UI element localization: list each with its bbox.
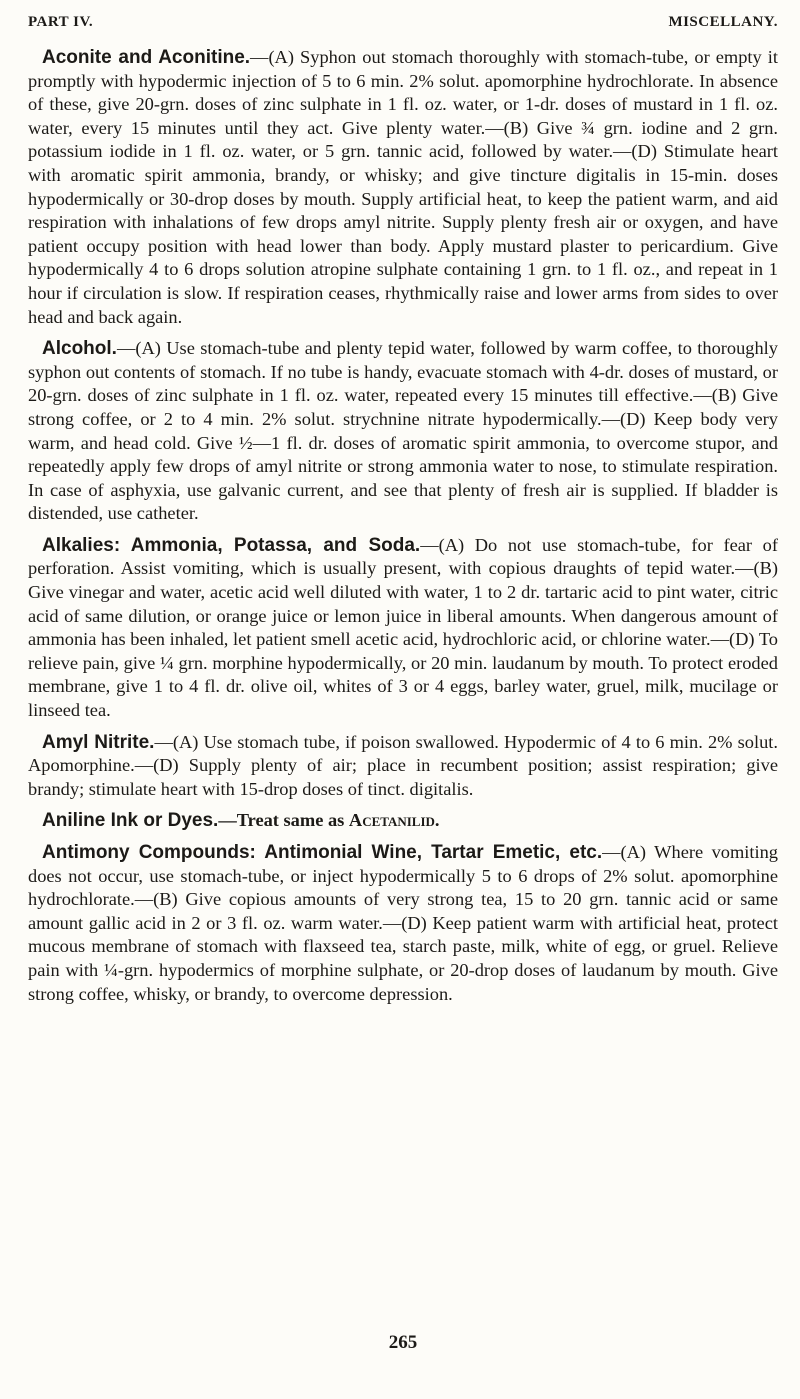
entry-heading: Alkalies: Ammonia, Potassa, and Soda. <box>42 534 421 556</box>
entry-text: —(A) Where vomiting does not occur, use stomach-tube, or inject hypodermically 5 to 6 drops of 2% solut. apomorphine hydrochlorate.—(B) Give copious amounts of very strong tea, 15 to 20 grn. tannic acid or same amount gallic acid in 2 or 3 fl. oz. warm water.—(D) Keep patient warm with artificial heat, protect mucous membrane of stomach with flaxseed tea, starch paste, milk, white of egg, or gruel. Relieve pain with ¼-grn. hypodermics of morphine sulphate, or 20-drop doses of laudanum by mouth. Give strong coffee, whisky, or brandy, to overcome depression. <box>28 842 779 1004</box>
entry-text: —(A) Use stomach-tube and plenty tepid water, followed by warm coffee, to thoroughly syphon out contents of stomach. If no tube is handy, evacuate stomach with 4-dr. doses of mustard, or 20-grn. doses of zinc sulphate in 1 fl. oz. water, repeated every 15 minutes till effective.—(B) Give strong coffee, or 2 to 4 min. 2% solut. strychnine nitrate hypodermically.—(D) Keep body very warm, and head cold. Give ½—1 fl. dr. doses of aromatic spirit ammonia, to overcome stupor, and repeatedly apply few drops of amyl nitrite or strong ammonia water to nose, to stimulate respiration. In case of asphyxia, use galvanic current, and see that plenty of fresh air is supplied. If bladder is distended, use catheter. <box>28 338 778 524</box>
entry-amyl-nitrite <box>28 731 778 802</box>
entry-alcohol <box>28 337 778 526</box>
entry-alkalies <box>28 534 778 723</box>
part-label: PART IV. <box>28 14 94 30</box>
entry-heading: Alcohol. <box>42 338 117 360</box>
entry-heading: Amyl Nitrite. <box>42 731 155 753</box>
entry-aconite <box>28 46 778 329</box>
entry-heading: Antimony Compounds: Antimonial Wine, Tartar Emetic, etc. <box>42 842 603 863</box>
cross-reference: Acetanilid. <box>348 810 440 831</box>
entry-aniline <box>28 809 778 833</box>
entry-heading: Aconite and Aconitine. <box>42 47 251 68</box>
section-label: MISCELLANY. <box>668 14 778 30</box>
entry-heading: Aniline Ink or Dyes. <box>42 810 219 832</box>
entry-text: —(A) Syphon out stomach thoroughly with stomach-tube, or empty it promptly with hypodermic injection of 5 to 6 min. 2% solut. apomorphine hydrochlorate. In absence of these, give 20-grn. doses of zinc sulphate in 1 fl. oz. water, or 1-dr. doses of mustard in 1 fl. oz. water, every 15 minutes until they act. Give plenty water.—(B) Give ¾ grn. iodine and 2 grn. potassium iodide in 1 fl. oz. water, or 5 grn. tannic acid, followed by water.—(D) Stimulate heart with aromatic spirit ammonia, brandy, or whisky; and give tincture digitalis in 15-min. doses hypodermically or 30-drop doses by mouth. Supply artificial heat, to keep the patient warm, and aid respiration with inhalations of few drops amyl nitrite. Supply plenty fresh air or oxygen, and have patient occupy position with head lower than body. Apply mustard plaster to pericardium. Give hypodermically 4 to 6 drops solution atropine sulphate containing 1 grn. to 1 fl. oz., and repeat in 1 hour if circulation is slow. If respiration ceases, rhythmically raise and lower arms from sides to over head and back again. <box>28 47 778 327</box>
page-number: 265 <box>388 1332 418 1353</box>
entry-text: —(A) Do not use stomach-tube, for fear of perforation. Assist vomiting, which is usually present, with copious draughts of tepid water.—(B) Give vinegar and water, acetic acid well diluted with water, 1 to 2 dr. tartaric acid to pint water, citric acid of same dilution, or orange juice or lemon juice in liberal amounts. When dangerous amount of ammonia has been inhaled, let patient smell acetic acid, hydrochloric acid, or chlorine water.—(D) To relieve pain, give ¼ grn. morphine hypodermically, or 20 min. laudanum by mouth. To protect eroded membrane, give 1 to 4 fl. dr. olive oil, whites of 3 or 4 eggs, barley water, gruel, milk, mucilage or linseed tea. <box>28 534 778 721</box>
entry-antimony <box>28 841 778 1006</box>
running-head <box>28 14 778 40</box>
entry-text: —(A) Use stomach tube, if poison swallowed. Hypodermic of 4 to 6 min. 2% solut. Apomorphine.—(D) Supply plenty of air; place in recumbent position; assist respiration; give brandy; stimulate heart with 15-drop doses of tinct. digitalis. <box>28 731 778 799</box>
book-page <box>28 14 779 1353</box>
entry-text: —Treat same as <box>218 810 349 831</box>
